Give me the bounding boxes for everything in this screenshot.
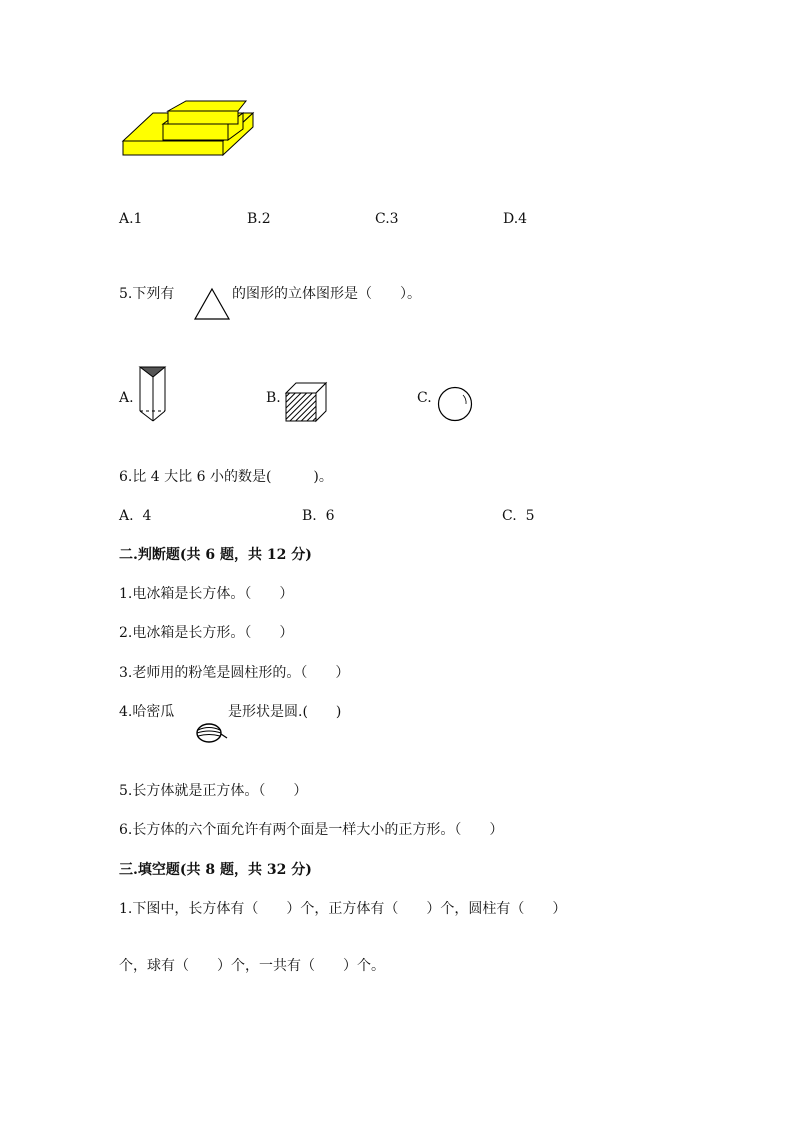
q5-prefix: 5.下列有 (119, 286, 175, 302)
q6-option-c: C. 5 (502, 508, 535, 524)
q4-option-c: C.3 (375, 211, 399, 227)
section2-item-4: 4.哈密瓜 (119, 704, 175, 720)
q5-option-b: B. (266, 390, 281, 406)
section2-item-4-suffix: 是形状是圆.( ) (228, 704, 342, 720)
section3-title: 三.填空题(共 8 题，共 32 分) (119, 862, 312, 878)
stacked-cuboids-figure (118, 96, 258, 160)
section2-item-3: 3.老师用的粉笔是圆柱形的。（ ） (119, 665, 350, 681)
section2-title: 二.判断题(共 6 题，共 12 分) (119, 547, 312, 563)
q4-option-d: D.4 (503, 211, 528, 227)
q6-option-b: B. 6 (302, 508, 335, 524)
section3-q1-line1: 1.下图中，长方体有（ ）个，正方体有（ ）个，圆柱有（ ） (119, 901, 567, 917)
q4-option-a: A.1 (119, 211, 143, 227)
sphere-icon (436, 385, 474, 423)
triangular-prism-icon (135, 363, 175, 425)
q5-suffix: 的图形的立体图形是（ ）。 (232, 286, 421, 302)
section2-item-5: 5.长方体就是正方体。（ ） (119, 783, 308, 799)
section2-item-2: 2.电冰箱是长方形。（ ） (119, 625, 294, 641)
triangle-icon (192, 286, 232, 322)
q5-option-c: C. (417, 390, 432, 406)
section2-item-6: 6.长方体的六个面允许有两个面是一样大小的正方形。（ ） (119, 822, 504, 838)
cube-icon (284, 381, 330, 425)
q4-option-b: B.2 (247, 211, 271, 227)
section2-item-1: 1.电冰箱是长方体。（ ） (119, 586, 294, 602)
q6-text: 6.比 4 大比 6 小的数是( )。 (119, 469, 333, 485)
q5-option-a: A. (119, 390, 134, 406)
section3-q1-line2: 个，球有（ ）个，一共有（ ）个。 (119, 958, 385, 974)
melon-icon (193, 721, 229, 745)
q6-option-a: A. 4 (119, 508, 152, 524)
